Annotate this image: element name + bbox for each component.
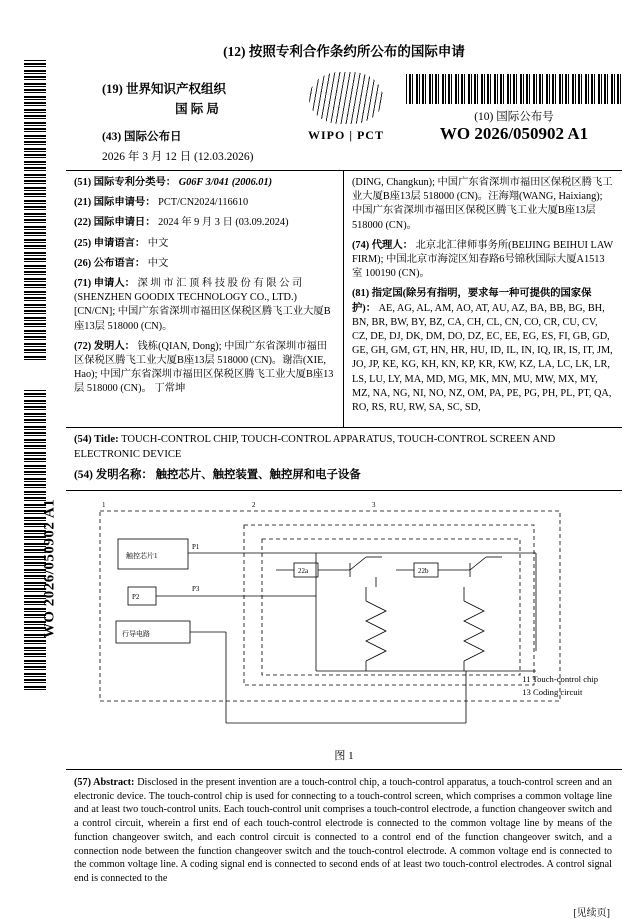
field-value: 中文	[147, 257, 169, 269]
field-filing-date	[74, 216, 335, 230]
label-ref-2: 2	[252, 500, 256, 509]
kind-of-document-line: (12) 按照专利合作条约所公布的国际申请	[223, 44, 465, 59]
bibliographic-column-right	[344, 171, 622, 427]
wipo-logo-text: WIPO | PCT	[308, 128, 384, 142]
field-value: 2024 年 9 月 3 日 (03.09.2024)	[158, 217, 289, 229]
field-code: (81)	[352, 288, 370, 300]
vertical-barcode-top	[24, 60, 46, 360]
title-code-cn: (54) 发明名称：	[74, 468, 153, 481]
field-code: (22)	[74, 217, 92, 229]
organization-code: (19)	[102, 82, 123, 96]
label-coding-circuit: 行导电路	[122, 629, 150, 638]
field-label: 指定国(除另有指明，要求每一种可提供的国家保护)：	[352, 288, 592, 314]
title-text-cn: 触控芯片、触控装置、触控屏和电子设备	[155, 468, 361, 481]
field-label: 公布语言：	[93, 257, 146, 269]
field-agent	[352, 239, 614, 282]
field-value: G06F 3/041 (2006.01)	[178, 177, 273, 188]
field-code: (51)	[74, 177, 92, 188]
field-code: (21)	[74, 197, 92, 209]
label-p3: P3	[192, 584, 200, 593]
publication-date-label: (43) 国际公布日	[102, 131, 182, 143]
field-value: PCT/CN2024/116610	[158, 197, 249, 209]
circuit-schematic	[66, 491, 622, 741]
field-label: 国际申请日：	[93, 217, 156, 229]
abstract-code: (57) Abstract:	[74, 776, 135, 788]
field-label: 申请语言：	[93, 237, 146, 249]
label-22b: 22b	[418, 566, 429, 575]
field-value: AE, AG, AL, AM, AO, AT, AU, AZ, BA, BB, BG, BH, BN, BR, BW, BY, BZ, CA, CH, CL, CN, CO, CR, CU, CV, CZ, DE, DJ, DK, DM, DO, DZ, EC, EE, EG, ES, FI, GB, GD, GE, GH, GM, GT, HN, HR, HU, ID, IL, IN, IQ, IR, IS, IT, JM, JO, JP, KE, KG, KH, KN, KP, KR, KW, KZ, LA, LC, LK, LR, LS, LU, LY, MA, MD, MG, MK, MN, MU, MW, MX, MY, MZ, NA, NG, NI, NO, NZ, OM, PA, PE, PG, PH, PL, PT, QA, RO, RS, RU, RW, SA, SC, SD,	[352, 302, 613, 414]
title-text-en: TOUCH-CONTROL CHIP, TOUCH-CONTROL APPARATUS, TOUCH-CONTROL SCREEN AND ELECTRONIC DEVICE	[74, 434, 556, 461]
field-label: 代理人：	[371, 239, 413, 251]
label-ref-1: 1	[102, 500, 106, 509]
abstract-text: Disclosed in the present invention are a touch-control chip, a touch-control apparatus, a touch-control screen and an electronic device. The touch-control chip is used for connecting to a touch-control screen, which comprises a common voltage line and at least two touch-control units. Each touch-control unit comprises a touch-control electrode, a function changeover switch and a control circuit, wherein a first end of each touch-control electrode is connected to the common voltage line by means of the function changeover switch, and each control circuit is connected to a control end of the function changeover switch, and a connection node between the function changeover switch and the touch-control electrode. A common voltage end is connected to the common voltage line. A coding signal end is connected to second ends of at least two touch-control electrodes. A control signal end is connected to the	[74, 776, 612, 885]
left-spine	[18, 60, 64, 850]
label-22a: 22a	[298, 566, 309, 575]
publication-barcode	[406, 74, 622, 104]
field-label: 国际专利分类号：	[93, 177, 177, 188]
publication-number-value: WO 2026/050902 A1	[439, 124, 589, 143]
field-label: 发明人：	[93, 340, 135, 352]
field-ipc	[74, 176, 335, 190]
bibliographic-column-left	[66, 171, 344, 427]
field-filing-language	[74, 237, 335, 251]
field-code: (26)	[74, 257, 92, 269]
publication-date-block	[102, 128, 330, 164]
figure-legend	[522, 673, 598, 699]
field-designated-states	[352, 287, 614, 415]
title-chinese	[74, 468, 614, 484]
field-label: 国际申请号：	[93, 197, 156, 209]
invention-title-block	[66, 428, 622, 491]
field-code: (71)	[74, 278, 92, 290]
field-value: 中文	[147, 237, 169, 249]
field-value: 钱栋(QIAN, Dong); 中国广东省深圳市福田区保税区腾飞工业大厦B座13层 518000 (CN)。谢浩(XIE, Hao); 中国广东省深圳市福田区保税区腾飞工业大厦B座13层 518000 (CN)。 丁常坤	[74, 340, 334, 395]
figure-area	[66, 491, 622, 770]
field-application-number	[74, 196, 335, 210]
abstract-block	[66, 770, 622, 890]
document-content	[66, 40, 622, 919]
field-publication-language	[74, 257, 335, 271]
field-code: (72)	[74, 340, 92, 352]
field-inventors	[74, 340, 335, 397]
field-value: 深 圳 市 汇 顶 科 技 股 份 有 限 公 司 (SHENZHEN GOODIX TECHNOLOGY CO., LTD.) [CN/CN]; 中国广东省深圳市福田区保税区腾飞工业大厦B座13层 518000 (CN)。	[74, 278, 331, 332]
title-code-en: (54) Title:	[74, 434, 119, 446]
bibliographic-data	[66, 170, 622, 428]
field-code: (74)	[352, 239, 370, 251]
publication-number-label: (10) 国际公布号	[474, 111, 554, 123]
field-value: (DING, Changkun); 中国广东省深圳市福田区保税区腾飞工业大厦B座13层 518000 (CN)。汪海翔(WANG, Haixiang); 中国广东省深圳市福田区保税区腾飞工业大厦B座13层 518000 (CN)。	[352, 177, 613, 231]
legend-item-13: 13 Coding circuit	[522, 686, 583, 697]
field-applicant	[74, 277, 335, 334]
globe-icon	[309, 72, 383, 124]
international-bureau-label: 国 际 局	[175, 102, 219, 117]
field-code: (25)	[74, 237, 92, 249]
organization-name	[102, 80, 292, 98]
organization-block	[102, 80, 292, 118]
masthead	[66, 70, 622, 166]
figure-caption: 图 1	[334, 749, 354, 762]
field-value: 北京北汇律师事务所(BEIJING BEIHUI LAW FIRM); 中国北京市海淀区知春路6号锦秋国际大厦A1513室 100190 (CN)。	[352, 239, 613, 280]
field-inventors-continued	[352, 176, 614, 233]
label-p2: P2	[132, 592, 140, 601]
publication-date-value: 2026 年 3 月 12 日 (12.03.2026)	[102, 151, 254, 163]
continued-marker: [见续页]	[573, 908, 610, 919]
field-label: 申请人：	[93, 278, 135, 290]
spine-publication-number: WO 2026/050902 A1	[41, 498, 58, 639]
label-chip-box: 触控芯片1	[126, 551, 158, 560]
label-p1: P1	[192, 542, 200, 551]
organization-label: 世界知识产权组织	[125, 82, 226, 96]
title-english	[74, 433, 614, 463]
label-ref-3: 3	[372, 500, 376, 509]
legend-item-11: 11 Touch-control chip	[522, 673, 598, 684]
